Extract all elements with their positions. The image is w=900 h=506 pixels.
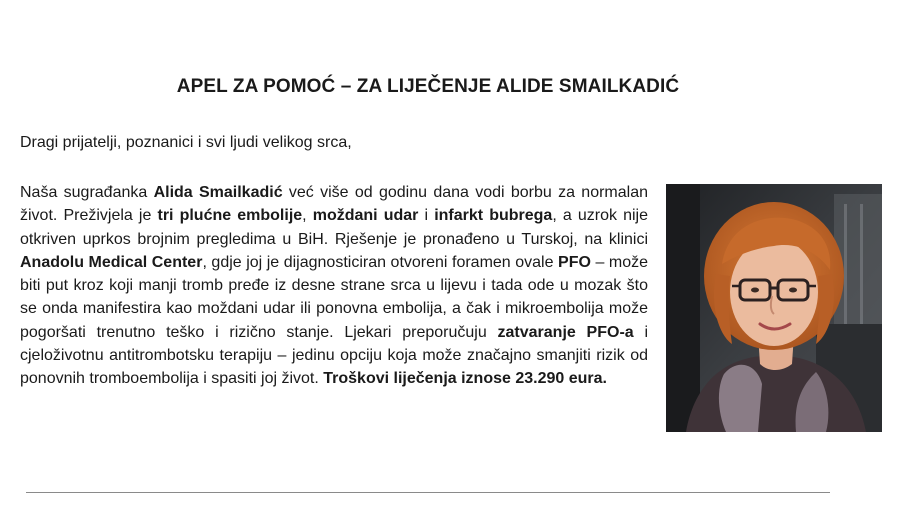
text-run: , — [302, 207, 313, 225]
portrait-illustration — [666, 184, 882, 432]
text-run: i cjeloživotnu antitrombotsku terapiju – jedinu opciju koja može značajno smanjiti rizik od ponovnih tromboembolija i spasiti joj život. — [20, 323, 648, 388]
diagnosis-embolism: tri plućne embolije — [157, 207, 303, 225]
treatment-term: zatvaranje PFO-a — [497, 323, 634, 341]
text-run: Naša sugrađanka — [20, 184, 154, 201]
text-run: , gdje joj je dijagnosticiran otvoreni foramen ovale — [202, 253, 559, 271]
patient-name: Alida Smailkadić — [153, 184, 283, 201]
page-title: APEL ZA POMOĆ – ZA LIJEČENJE ALIDE SMAILKADIĆ — [176, 76, 680, 97]
diagnosis-stroke: moždani udar — [312, 207, 419, 225]
pfo-term: PFO — [558, 253, 591, 271]
bottom-divider — [26, 492, 830, 493]
text-run: , a uzrok nije otkriven uprkos brojnim pregledima u BiH. Rješenje je pronađeno u Turskoj, na klinici — [20, 207, 649, 248]
treatment-cost: Troškovi liječenja iznose 23.290 eura. — [323, 370, 607, 388]
appeal-paragraph — [20, 181, 648, 391]
clinic-name: Anadolu Medical Center — [20, 253, 203, 271]
text-run: – može biti put kroz koji manji tromb pređe iz desne strane srca u lijevu i tada ode u mozak što se onda manifestira kao moždani udar ili ponovna embolija, a čak i mikroembolija može pogoršati trenutno teško i rizično stanje. Ljekari preporučuju — [20, 253, 648, 341]
portrait-photo — [666, 184, 882, 432]
diagnosis-kidney: infarkt bubrega — [434, 207, 553, 225]
greeting: Dragi prijatelji, poznanici i svi ljudi velikog srca, — [20, 134, 352, 151]
text-run: već više od godinu dana vodi borbu za normalan život. Preživjela je — [20, 184, 649, 225]
text-run: i — [418, 207, 435, 225]
